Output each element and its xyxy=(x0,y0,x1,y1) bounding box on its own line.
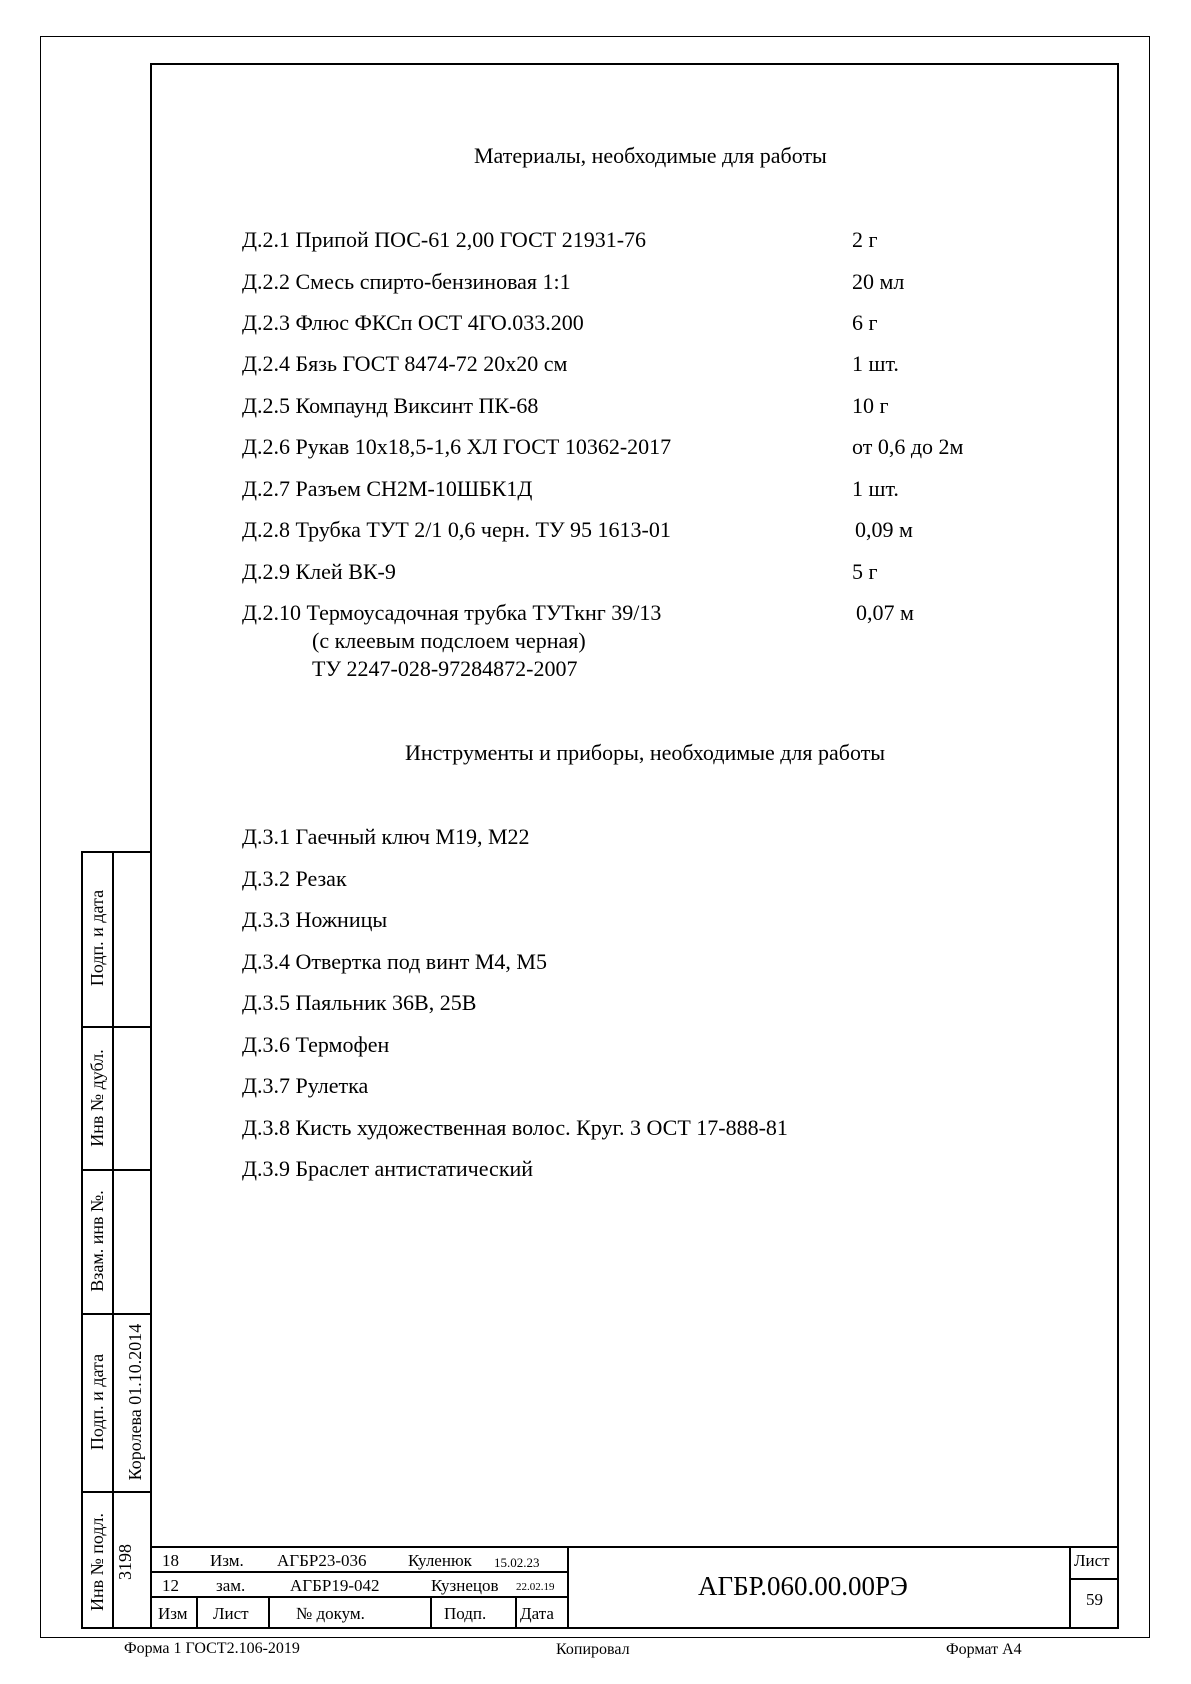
tool-item-5: Д.3.5 Паяльник 36В, 25В xyxy=(242,990,477,1015)
stamp-vzam-inv: Взам. инв №. xyxy=(87,1190,107,1292)
sheet-number: 59 xyxy=(1086,1590,1103,1609)
material-item-9: Д.2.9 Клей ВК-9 xyxy=(242,559,396,584)
tb-col-1 xyxy=(196,1598,198,1629)
material-qty-6: от 0,6 до 2м xyxy=(852,434,964,459)
tb-rev2-type: зам. xyxy=(216,1576,246,1595)
material-item-1: Д.2.1 Припой ПОС-61 2,00 ГОСТ 21931-76 xyxy=(242,227,647,252)
material-qty-3: 6 г xyxy=(852,310,878,335)
stamp-inv-dubl: Инв № дубл. xyxy=(87,1049,107,1147)
stamp-podp-data-bottom: Подп. и дата xyxy=(87,1353,107,1451)
tool-item-8: Д.3.8 Кисть художественная волос. Круг. 3 ОСТ 17-888-81 xyxy=(242,1115,788,1140)
material-item-4: Д.2.4 Бязь ГОСТ 8474-72 20х20 см xyxy=(242,351,568,376)
material-qty-10: 0,07 м xyxy=(856,600,914,625)
tb-right-divider xyxy=(567,1546,569,1629)
tb-rev1-name: Куленюк xyxy=(408,1551,472,1570)
stamp-inv-podl: Инв № подл. xyxy=(87,1512,107,1612)
tb-sheet-divider xyxy=(1069,1546,1071,1629)
material-item-8: Д.2.8 Трубка ТУТ 2/1 0,6 черн. ТУ 95 1613-01 xyxy=(242,517,671,542)
tb-rev2-name: Кузнецов xyxy=(431,1576,499,1595)
material-qty-5: 10 г xyxy=(852,393,889,418)
stamp-podp-data-top: Подп. и дата xyxy=(87,889,107,987)
tb-rev2-date: 22.02.19 xyxy=(516,1581,555,1593)
tb-rev1-doc: АГБР23-036 xyxy=(277,1551,367,1570)
tb-rev1-type: Изм. xyxy=(210,1551,244,1570)
tb-rev2-doc: АГБР19-042 xyxy=(290,1576,380,1595)
material-qty-1: 2 г xyxy=(852,227,878,252)
tool-item-7: Д.3.7 Рулетка xyxy=(242,1073,369,1098)
material-item-10: Д.2.10 Термоусадочная трубка ТУТкнг 39/13 xyxy=(242,600,662,625)
tools-heading: Инструменты и приборы, необходимые для работы xyxy=(405,740,886,765)
tb-sheet-sep xyxy=(1069,1578,1119,1580)
materials-heading: Материалы, необходимые для работы xyxy=(474,143,827,168)
material-qty-7: 1 шт. xyxy=(852,476,899,501)
material-qty-8: 0,09 м xyxy=(855,517,913,542)
document-code: АГБР.060.00.00РЭ xyxy=(698,1571,908,1601)
tb-row-line-1 xyxy=(150,1571,569,1573)
tb-header-podp: Подп. xyxy=(444,1604,487,1623)
stamp-inv-podl-value: 3198 xyxy=(115,1544,135,1580)
tool-item-9: Д.3.9 Браслет антистатический xyxy=(242,1156,534,1181)
tb-header-list: Лист xyxy=(213,1604,249,1623)
stamp-podp-value: Королева 01.10.2014 xyxy=(125,1323,145,1481)
tb-rev1-izm: 18 xyxy=(162,1551,179,1570)
side-stamp-sep-3 xyxy=(81,1313,152,1315)
material-item-10-cont-1: (с клеевым подслоем черная) xyxy=(312,628,586,653)
sheet-label: Лист xyxy=(1074,1551,1110,1570)
tb-row-line-2 xyxy=(150,1596,569,1598)
material-item-7: Д.2.7 Разъем СН2М-10ШБК1Д xyxy=(242,476,533,501)
tool-item-1: Д.3.1 Гаечный ключ М19, М22 xyxy=(242,824,530,849)
tb-col-4 xyxy=(515,1598,517,1629)
material-item-6: Д.2.6 Рукав 10х18,5-1,6 ХЛ ГОСТ 10362-2017 xyxy=(242,434,672,459)
material-item-10-cont-2: ТУ 2247-028-97284872-2007 xyxy=(312,656,578,681)
tool-item-4: Д.3.4 Отвертка под винт М4, М5 xyxy=(242,949,547,974)
tb-rev2-izm: 12 xyxy=(162,1576,179,1595)
tb-header-doc: № докум. xyxy=(296,1604,365,1623)
material-qty-9: 5 г xyxy=(852,559,878,584)
tool-item-2: Д.3.2 Резак xyxy=(242,866,347,891)
tb-rev1-date: 15.02.23 xyxy=(494,1555,540,1570)
tb-header-date: Дата xyxy=(520,1604,554,1623)
footer-form: Форма 1 ГОСТ2.106-2019 xyxy=(124,1640,300,1657)
material-qty-2: 20 мл xyxy=(852,269,905,294)
tb-top-line xyxy=(150,1546,1119,1548)
material-item-2: Д.2.2 Смесь спирто-бензиновая 1:1 xyxy=(242,269,571,294)
footer-copied: Копировал xyxy=(556,1641,630,1658)
side-stamp-divider xyxy=(112,851,114,1629)
material-item-5: Д.2.5 Компаунд Виксинт ПК-68 xyxy=(242,393,539,418)
tb-header-izm: Изм xyxy=(158,1604,188,1623)
tool-item-6: Д.3.6 Термофен xyxy=(242,1032,390,1057)
tb-col-2 xyxy=(268,1598,270,1629)
material-qty-4: 1 шт. xyxy=(852,351,899,376)
tool-item-3: Д.3.3 Ножницы xyxy=(242,907,388,932)
tb-col-3 xyxy=(430,1598,432,1629)
material-item-3: Д.2.3 Флюс ФКСп ОСТ 4ГО.033.200 xyxy=(242,310,584,335)
footer-format: Формат А4 xyxy=(946,1641,1022,1658)
